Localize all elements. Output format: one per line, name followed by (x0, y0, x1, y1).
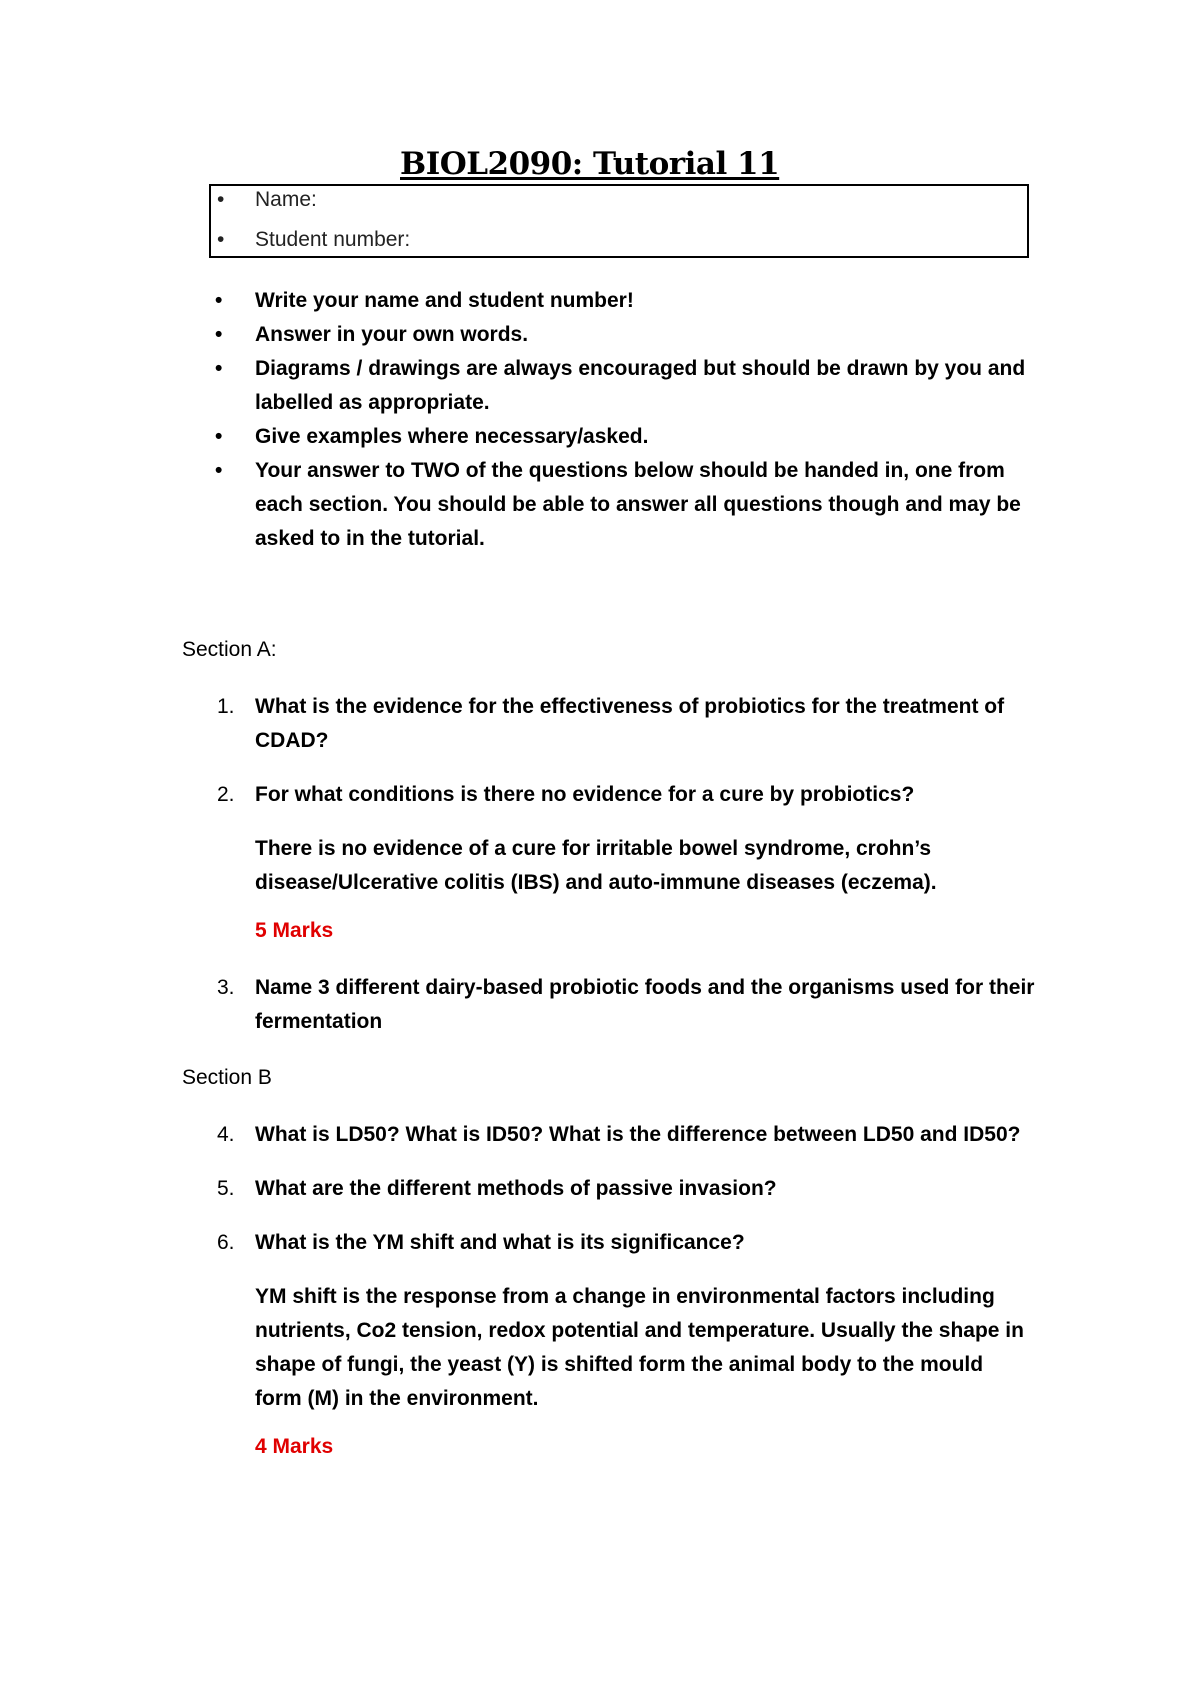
name-row (217, 188, 317, 212)
bullet-icon: • (215, 459, 223, 482)
instruction-item: • Your answer to TWO of the questions below should be handed in, one from each section. You should be able to answer all questions though and may be asked to in the tutorial. (215, 454, 1045, 556)
answer-2: There is no evidence of a cure for irritable bowel syndrome, crohn’s disease/Ulcerative colitis (IBS) and auto-immune diseases (eczema). (255, 837, 937, 894)
student-number-row (217, 228, 410, 252)
marks-6: 4 Marks (255, 1435, 334, 1458)
question-4: 4. What is LD50? What is ID50? What is the difference between LD50 and ID50? (217, 1118, 1075, 1152)
answer-6: YM shift is the response from a change in environmental factors including nutrients, Co2 tension, redox potential and temperature. Usually the shape in shape of fungi, the yeast (Y) is shifted form the animal body to the mould form (M) in the environment. (255, 1285, 1024, 1410)
question-number: 4. (217, 1123, 235, 1146)
instruction-item: • Give examples where necessary/asked. (215, 420, 1045, 454)
section-b-heading: Section B (182, 1066, 272, 1089)
instruction-list (215, 284, 1045, 556)
question-2: 2. For what conditions is there no evidence for a cure by probiotics? (217, 778, 1075, 812)
bullet-icon: • (215, 289, 223, 312)
question-1: 1. What is the evidence for the effectiveness of probiotics for the treatment of CDAD? (217, 690, 1075, 758)
question-number: 2. (217, 783, 235, 806)
page-title: BIOL2090: Tutorial 11 (400, 146, 780, 182)
question-5: 5. What are the different methods of passive invasion? (217, 1172, 1075, 1206)
question-6: 6. What is the YM shift and what is its significance? (217, 1226, 1075, 1260)
marks-2: 5 Marks (255, 919, 334, 942)
student-info-box (209, 184, 1029, 258)
question-3: 3. Name 3 different dairy-based probiotic foods and the organisms used for their fermentation (217, 971, 1075, 1039)
bullet-icon: • (217, 188, 225, 211)
section-a-heading: Section A: (182, 638, 277, 661)
bullet-icon: • (215, 323, 223, 346)
name-label: Name: (255, 188, 317, 211)
student-number-label: Student number: (255, 228, 411, 251)
instruction-item: • Diagrams / drawings are always encouraged but should be drawn by you and labelled as appropriate. (215, 352, 1045, 420)
bullet-icon: • (217, 228, 225, 251)
question-number: 3. (217, 976, 235, 999)
question-number: 5. (217, 1177, 235, 1200)
question-number: 1. (217, 695, 235, 718)
question-number: 6. (217, 1231, 235, 1254)
instruction-item: • Answer in your own words. (215, 318, 1045, 352)
instruction-item: • Write your name and student number! (215, 284, 1045, 318)
bullet-icon: • (215, 357, 223, 380)
bullet-icon: • (215, 425, 223, 448)
